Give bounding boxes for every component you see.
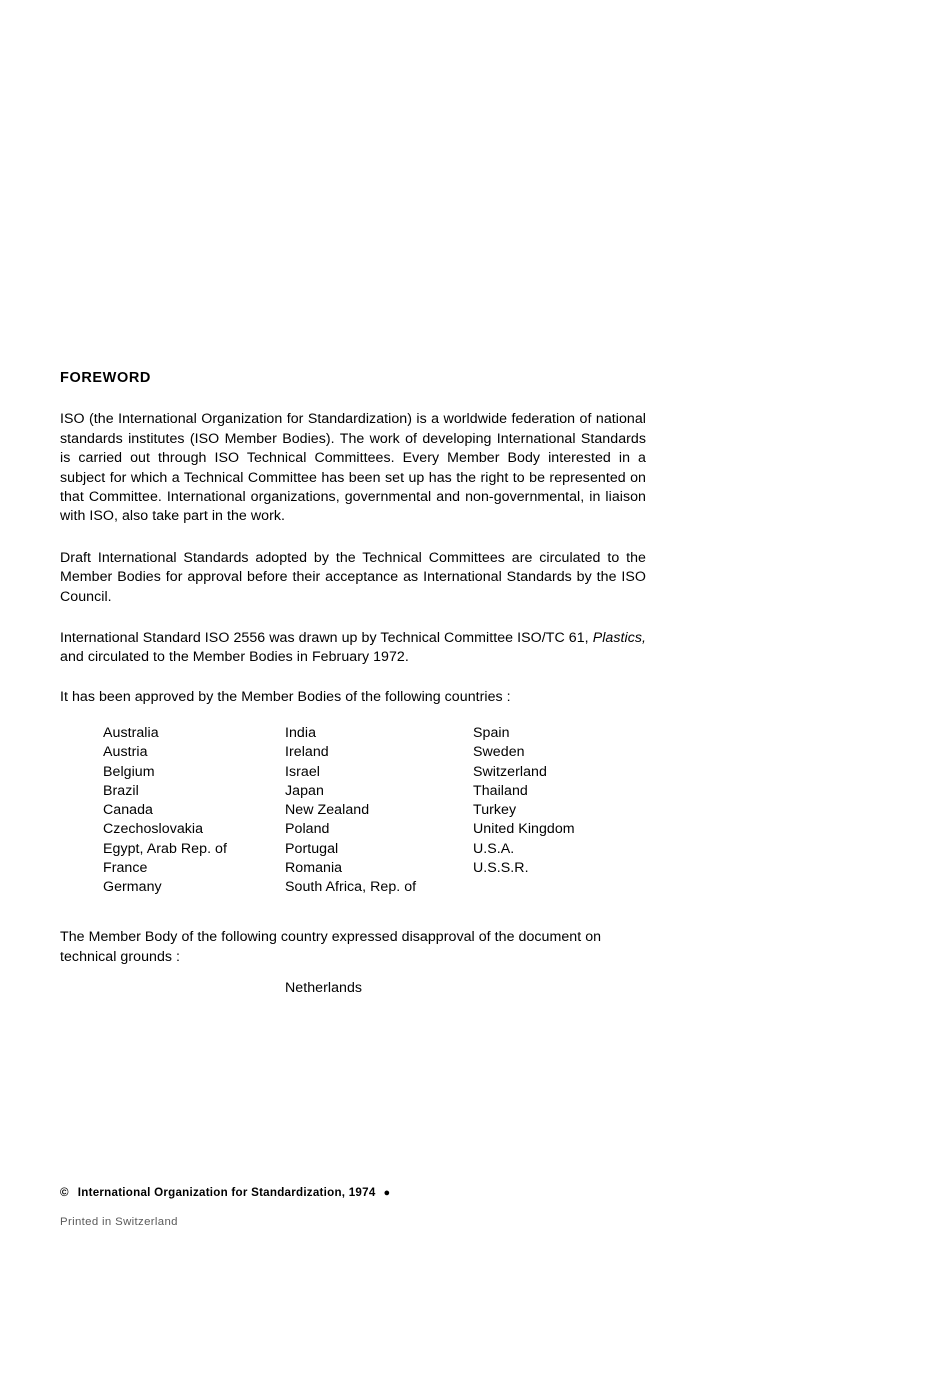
list-item: Austria [103,744,148,761]
list-item: Thailand [473,782,528,799]
list-item: Germany [103,879,162,896]
standard-origin-prefix: International Standard ISO 2556 was drawn up by Technical Committee ISO/TC 61, [60,630,593,647]
list-item: U.S.A. [473,840,515,857]
list-item: France [103,860,148,877]
standard-origin-committee-scope: Plastics, [592,630,646,647]
paragraph-disapproval: The Member Body of the following country expressed disapproval of the document on technical grounds : [60,929,602,965]
list-item: Spain [473,725,510,741]
list-item: Australia [103,725,159,741]
page-footer [60,1186,760,1229]
list-item: Poland [285,821,330,838]
copyright-notice [60,1186,760,1200]
page-title: FOREWORD [60,370,151,386]
list-item: South Africa, Rep. of [285,879,417,896]
printed-in-text: Printed in Switzerland [60,1216,178,1228]
list-item: U.S.S.R. [473,860,529,877]
foreword-content [60,370,646,707]
list-item: United Kingdom [473,821,575,838]
list-item: Brazil [103,782,139,799]
disapproving-country: Netherlands [285,980,363,996]
paragraph-draft-standards: Draft International Standards adopted by the Technical Committees are circulated to the Member Bodies for approval before their acceptance as International Standards by the ISO Council. [60,549,646,605]
countries-column-1 [103,724,285,898]
list-item: Czechoslovakia [103,821,204,838]
paragraph-iso-description: ISO (the International Organization for Standardization) is a worldwide federation of national standards institutes (ISO Member Bodies). The work of developing International Standards is carried out through ISO Technical Committees. Every Member Body interested in a subject for which a Technical Committee has been set up has the right to be represented on that Committee. International organizations, governmental and non-governmental, in liaison with ISO, also take part in the work. [60,411,646,525]
list-item: Portugal [285,840,339,857]
list-item: New Zealand [285,802,370,819]
bullet-icon: ● [383,1187,391,1199]
countries-column-3 [473,724,663,898]
list-item: Turkey [473,802,517,819]
copyright-text: International Organization for Standardization, 1974 [77,1186,376,1199]
list-item: Belgium [103,763,155,780]
list-item: India [285,725,317,741]
countries-column-2 [285,724,473,898]
paragraph-approval-intro: It has been approved by the Member Bodies of the following countries : [60,688,511,705]
approving-countries-list [103,724,663,898]
list-item: Israel [285,763,320,780]
list-item: Japan [285,782,324,799]
copyright-icon: © [60,1186,69,1199]
list-item: Romania [285,860,343,877]
list-item: Ireland [285,744,329,761]
paragraph-standard-origin [60,629,646,668]
standard-origin-suffix: and circulated to the Member Bodies in February 1972. [60,649,409,666]
list-item: Switzerland [473,763,547,780]
list-item: Canada [103,802,153,819]
list-item: Egypt, Arab Rep. of [103,840,227,857]
list-item: Sweden [473,744,525,761]
